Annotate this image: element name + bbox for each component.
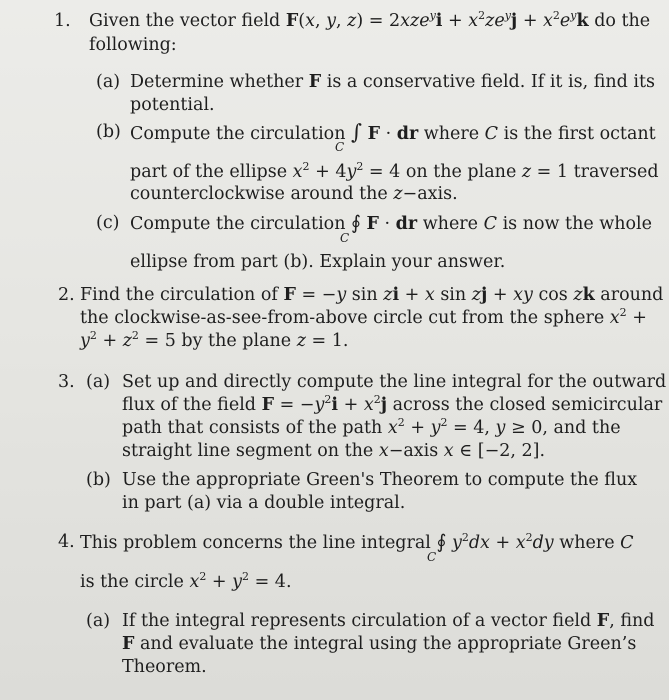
problem-1a-line2: potential. — [130, 95, 215, 115]
problem-1b-line2: part of the ellipse $x^2 + 4y^2 = 4$ on the plane z = 1 traversed — [130, 160, 659, 182]
problem-2-line2: the clockwise-as-see-from-above circle cut from the sphere $x^2$ + — [80, 306, 647, 328]
problem-1-intro-line2: following: — [89, 35, 177, 55]
problem-1c-line2: ellipse from part (b). Explain your answer. — [130, 252, 506, 272]
problem-4-number: 4. — [58, 532, 75, 552]
problem-3a-line1: Set up and directly compute the line integral for the outward — [122, 372, 667, 392]
problem-1b-line1: Compute the circulation ∫ F · dr where C is the first octant — [130, 120, 656, 144]
problem-4-intro-line2: is the circle $x^2 + y^2 = 4$. — [80, 570, 292, 592]
problem-2-number: 2. — [58, 285, 75, 305]
problem-3b-label: (b) — [86, 470, 111, 490]
problem-1-number: 1. — [54, 11, 71, 31]
problem-1c-line1: Compute the circulation ∮ F · dr where C is now the whole — [130, 212, 653, 234]
problem-4a-label: (a) — [86, 611, 111, 631]
problem-1a-line1: Determine whether F is a conservative field. If it is, find its — [130, 72, 656, 92]
problem-3b-line2: in part (a) via a double integral. — [122, 493, 406, 513]
problem-2-line1: Find the circulation of F = −y sin zi + x sin zj + xy cos zk around — [80, 285, 664, 305]
problem-3a-line2: flux of the field $F = -y^2i + x^2j$ across the closed semicircular — [122, 393, 663, 415]
problem-4a-line2: F and evaluate the integral using the appropriate Green’s — [122, 634, 637, 654]
problem-2-line3: $y^2 + z^2 = 5$ by the plane z = 1. — [80, 329, 349, 351]
problem-1c-label: (c) — [96, 213, 120, 233]
problem-1-intro-line1: Given the vector field F(x, y, $z) = 2xze^yi + x^2ze^yj + x^2e^yk$ do the — [89, 9, 651, 31]
problem-3a-line4: straight line segment on the x−axis x ∈ [−2, 2]. — [122, 441, 546, 461]
problem-4a-line1: If the integral represents circulation of a vector field F, find — [122, 611, 655, 631]
problem-1b-integral-subscript: C — [335, 140, 345, 154]
problem-3b-line1: Use the appropriate Green's Theorem to compute the flux — [122, 470, 638, 490]
problem-4-integral-subscript: C — [427, 550, 437, 564]
problem-3a-line3: path that consists of the path $x^2 + y^2 = 4$, y ≥ 0, and the — [122, 416, 621, 438]
problem-1b-line3: counterclockwise around the z−axis. — [130, 184, 458, 204]
problem-4-intro-line1: This problem concerns the line integral ∮ $y^2dx + x^2dy$ where C — [80, 531, 634, 553]
problem-1c-integral-subscript: C — [340, 231, 350, 245]
problem-3-number: 3. — [58, 372, 75, 392]
problem-3a-label: (a) — [86, 372, 111, 392]
problem-1a-label: (a) — [96, 72, 121, 92]
problem-1b-label: (b) — [96, 122, 121, 142]
problem-4a-line3: Theorem. — [122, 657, 207, 677]
